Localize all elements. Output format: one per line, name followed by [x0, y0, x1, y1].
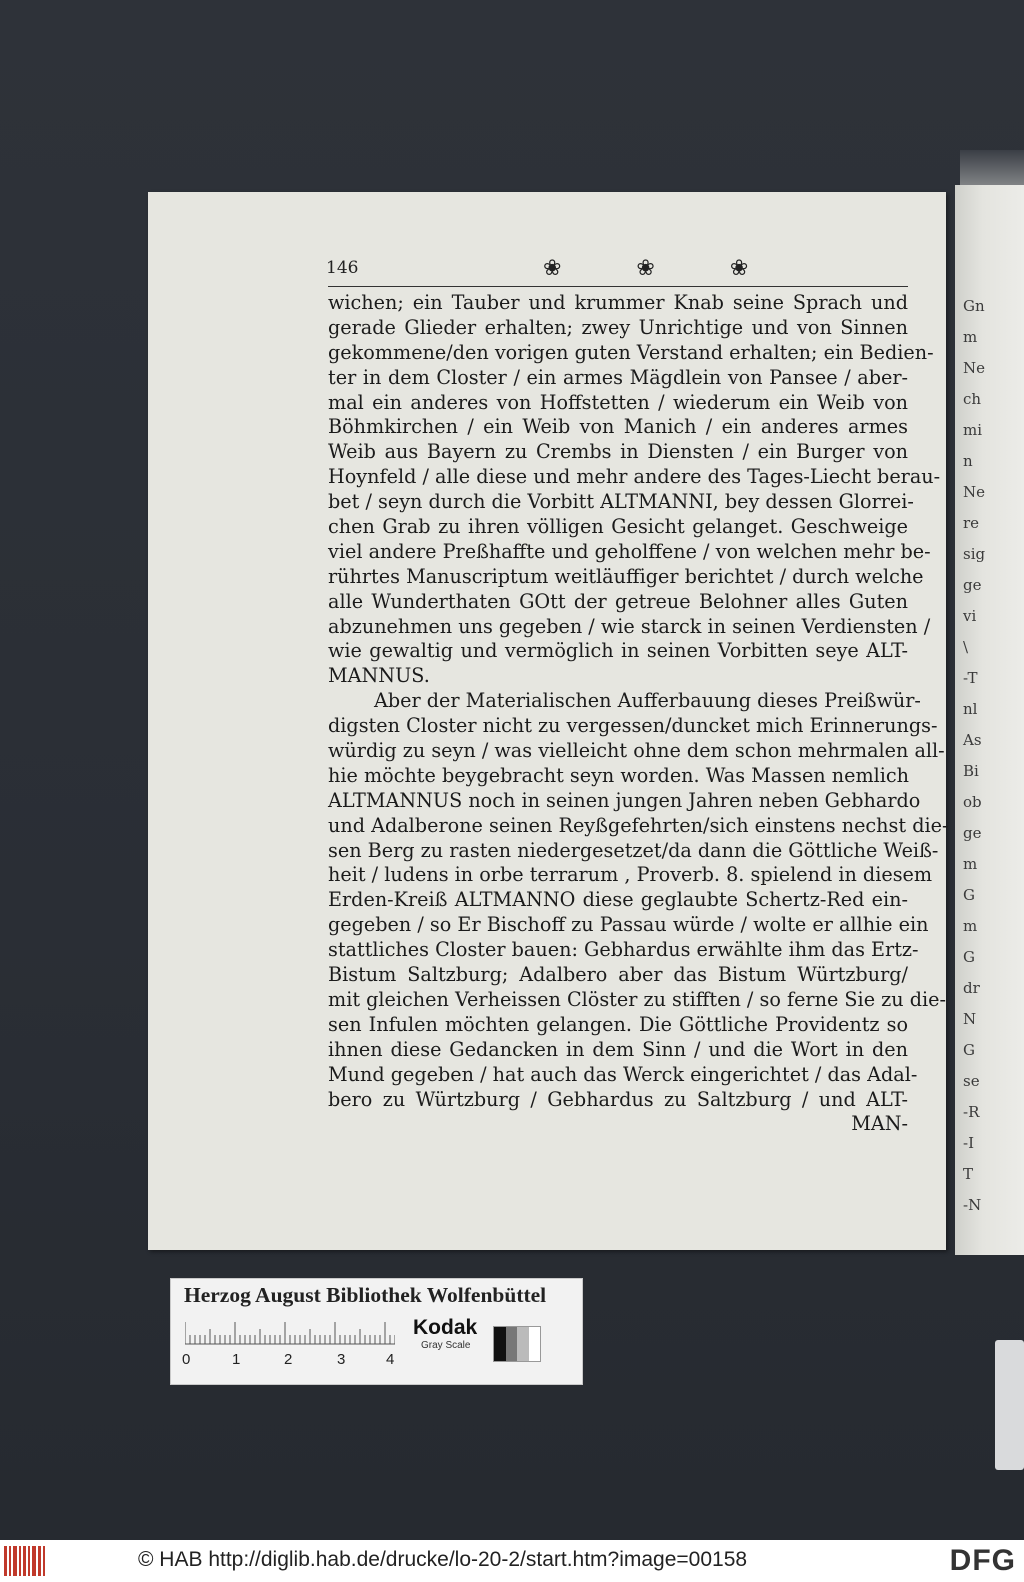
- text-line: bet / seyn durch die Vorbitt ALTMANNI, bey dessen Glorrei-: [328, 490, 914, 514]
- text-line: heit / ludens in orbe terrarum , Proverb. 8. spielend in diesem: [328, 863, 933, 887]
- text-line: ter in dem Closter / ein armes Mägdlein von Pansee / aber-: [328, 365, 908, 389]
- scale-number: 2: [284, 1351, 293, 1368]
- text-line: Böhmkirchen / ein Weib von Manich / ein anderes armes: [328, 415, 908, 439]
- text-line: abzunehmen uns gegeben / wie starck in seinen Verdiensten /: [328, 614, 931, 638]
- text-line: sen Berg zu rasten niedergesetzet/da dann die Göttliche Weiß-: [328, 838, 939, 862]
- page-text-block: [326, 256, 949, 1137]
- text-line: chen Grab zu ihren völligen Gesicht gelanget. Geschweige: [328, 515, 908, 539]
- text-line: Hoynfeld / alle diese und mehr andere des Tages-Liecht berau-: [328, 465, 941, 489]
- text-line: mal ein anderes von Hoffstetten / wiederum ein Weib von: [328, 390, 908, 414]
- text-line: und Adalberone seinen Reyßgefehrten/sich einstens nechst die-: [328, 813, 949, 837]
- text-line: wichen; ein Tauber und krummer Knab seine Sprach und: [328, 291, 908, 314]
- next-page-fragment: -I: [963, 1134, 974, 1152]
- text-line: rührtes Manuscriptum weitläuffiger berichtet / durch welche: [328, 564, 924, 588]
- next-page-fragment: m: [963, 328, 978, 346]
- text-line: wie gewaltig und vermöglich in seinen Vorbitten seye ALT-: [328, 639, 908, 663]
- catchword: MAN-: [851, 1112, 908, 1136]
- next-page-edge: [960, 150, 1024, 190]
- next-page-fragment: ge: [963, 576, 982, 594]
- next-page-fragment: \: [963, 638, 969, 656]
- next-page-fragment: ch: [963, 390, 982, 408]
- scale-number: 4: [386, 1351, 395, 1368]
- gray-scale-caption: Gray Scale: [421, 1340, 471, 1351]
- next-page-fragment: re: [963, 514, 980, 532]
- next-page-fragment: sig: [963, 545, 986, 563]
- next-page-fragment: As: [963, 731, 982, 749]
- text-line: Aber der Materialischen Aufferbauung dieses Preißwür-: [374, 689, 921, 713]
- text-line: Bistum Saltzburg; Adalbero aber das Bistum Würtzburg/: [328, 963, 908, 987]
- dfg-logo: DFG: [949, 1544, 1016, 1577]
- footer-bar: [0, 1540, 1024, 1582]
- next-page-fragment: nl: [963, 700, 978, 718]
- next-page-fragment: -R: [963, 1103, 980, 1121]
- text-line: ALTMANNUS noch in seinen jungen Jahren neben Gebhardo: [328, 788, 921, 812]
- next-page-fragment: G: [963, 886, 975, 904]
- scale-number: 1: [232, 1351, 241, 1368]
- text-line: gerade Glieder erhalten; zwey Unrichtige und von Sinnen: [328, 315, 908, 339]
- next-page-fragment: G: [963, 1041, 975, 1059]
- next-page-fragment: Bi: [963, 762, 979, 780]
- text-line: viel andere Preßhaffte und geholffene / von welchen mehr be-: [328, 539, 931, 563]
- copyright-link[interactable]: © HAB http://diglib.hab.de/drucke/lo-20-2/start.htm?image=00158: [138, 1548, 748, 1571]
- scale-number: 3: [337, 1351, 346, 1368]
- kodak-logo: Kodak: [413, 1316, 478, 1339]
- ruler-icon: [185, 1319, 395, 1345]
- text-line: ihnen diese Gedancken in dem Sinn / und die Wort in den: [328, 1037, 908, 1061]
- next-page-fragment: G: [963, 948, 975, 966]
- scale-number: 0: [182, 1351, 191, 1368]
- page-header: [328, 258, 908, 287]
- text-line: Weib aus Bayern zu Crembs in Diensten / ein Burger von: [328, 440, 908, 464]
- next-page-fragment: -N: [963, 1196, 982, 1214]
- header-ornament: ❀ ❀ ❀: [543, 256, 783, 281]
- body-text: [328, 291, 949, 1112]
- text-line: würdig zu seyn / was vielleicht ohne dem schon mehrmalen all-: [328, 739, 945, 763]
- next-page-fragment: T: [963, 1165, 974, 1183]
- text-line: MANNUS.: [328, 664, 430, 688]
- next-page-fragment: N: [963, 1010, 977, 1028]
- next-page-fragment: Ne: [963, 483, 986, 501]
- text-line: bero zu Würtzburg / Gebhardus zu Saltzburg / und ALT-: [328, 1087, 908, 1111]
- book-page: [148, 192, 949, 1250]
- next-page-fragment: vi: [963, 607, 977, 625]
- library-scale-label: [170, 1278, 583, 1385]
- next-page-fragment: ob: [963, 793, 982, 811]
- text-line: stattliches Closter bauen: Gebhardus erwählte ihm das Ertz-: [328, 938, 919, 962]
- text-line: gegeben / so Er Bischoff zu Passau würde / wolte er allhie ein: [328, 913, 929, 937]
- next-page-fragment: se: [963, 1072, 980, 1090]
- next-page-fragment: Gn: [963, 297, 985, 315]
- text-line: sen Infulen möchten gelangen. Die Göttliche Providentz so: [328, 1012, 908, 1036]
- next-page-fragment: m: [963, 855, 978, 873]
- hab-barcode-icon: [4, 1546, 48, 1576]
- text-line: mit gleichen Verheissen Clöster zu stifften / so ferne Sie zu die-: [328, 987, 946, 1011]
- next-page-fragment: ge: [963, 824, 982, 842]
- next-page-fragment: -T: [963, 669, 978, 687]
- next-page-fragment: m: [963, 917, 978, 935]
- page-number: 146: [326, 258, 359, 278]
- gray-swatch-icon: [493, 1326, 541, 1362]
- next-page: [955, 185, 1024, 1255]
- library-name: Herzog August Bibliothek Wolfenbüttel: [184, 1283, 547, 1307]
- text-line: Erden-Kreiß ALTMANNO diese geglaubte Schertz-Red ein-: [328, 888, 908, 912]
- next-page-tab: [995, 1340, 1024, 1470]
- next-page-fragment: n: [963, 452, 973, 470]
- text-line: digsten Closter nicht zu vergessen/duncket mich Erinnerungs-: [328, 714, 938, 738]
- text-line: Mund gegeben / hat auch das Werck eingerichtet / das Adal-: [328, 1062, 918, 1086]
- text-line: hie möchte beygebracht seyn worden. Was Massen nemlich: [328, 763, 910, 787]
- next-page-fragment: dr: [963, 979, 980, 997]
- next-page-fragment: Ne: [963, 359, 986, 377]
- next-page-fragment: mi: [963, 421, 983, 439]
- text-line: alle Wunderthaten GOtt der getreue Belohner alles Guten: [328, 589, 908, 613]
- text-line: gekommene/den vorigen guten Verstand erhalten; ein Bedien-: [328, 340, 934, 364]
